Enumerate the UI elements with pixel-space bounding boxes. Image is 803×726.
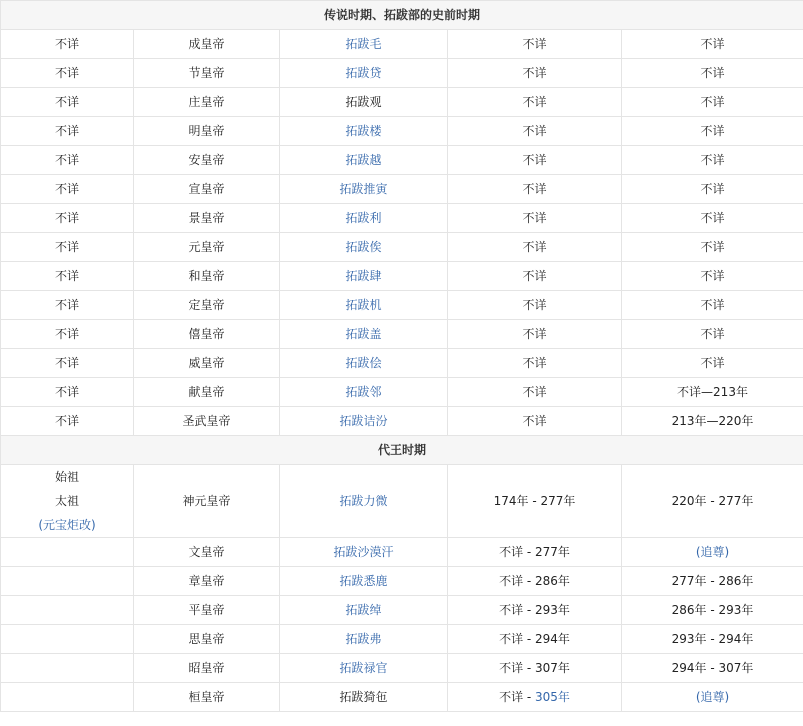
reign-cell: 213年—220年 — [622, 407, 803, 436]
reign-cell: 不详 — [622, 146, 803, 175]
personal-name-cell[interactable] — [280, 378, 448, 407]
personal-name-cell-link[interactable]: 拓跋越 — [345, 153, 382, 167]
lifespan-cell: 不详 — [448, 59, 622, 88]
temple-name-cell: 不详 — [1, 262, 134, 291]
reign-cell: 不详 — [622, 59, 803, 88]
personal-name-cell[interactable] — [280, 262, 448, 291]
personal-name-cell-link[interactable]: 拓跋邻 — [345, 385, 382, 399]
lifespan-cell — [448, 683, 622, 712]
posthumous-name-cell: 献皇帝 — [134, 378, 280, 407]
lifespan-cell: 不详 — [448, 30, 622, 59]
temple-name-cell: 不详 — [1, 146, 134, 175]
reign-cell: 不详 — [622, 30, 803, 59]
temple-name-cell — [1, 683, 134, 712]
posthumous-name-cell: 定皇帝 — [134, 291, 280, 320]
posthumous-name-cell: 成皇帝 — [134, 30, 280, 59]
personal-name-cell[interactable] — [280, 567, 448, 596]
personal-name-cell[interactable] — [280, 146, 448, 175]
personal-name-cell-link[interactable]: 拓跋俟 — [345, 240, 382, 254]
personal-name-cell[interactable] — [280, 204, 448, 233]
table-row — [1, 625, 803, 654]
personal-name-cell-link[interactable]: 拓跋机 — [345, 298, 382, 312]
posthumous-name-cell: 章皇帝 — [134, 567, 280, 596]
table-row — [1, 538, 803, 567]
reign-cell: 不详 — [622, 175, 803, 204]
table-row — [1, 465, 803, 538]
lifespan-cell: 不详 — [448, 175, 622, 204]
viewport-cutoff — [0, 716, 803, 726]
lifespan-cell: 不详 — [448, 204, 622, 233]
lifespan-cell: 不详 — [448, 262, 622, 291]
lifespan-cell: 174年 - 277年 — [448, 465, 622, 538]
reign-cell: 不详 — [622, 88, 803, 117]
personal-name-cell: 拓跋观 — [280, 88, 448, 117]
temple-name-cell — [1, 538, 134, 567]
reign-cell: 294年 - 307年 — [622, 654, 803, 683]
emperors-table-body — [1, 1, 803, 712]
table-row — [1, 407, 803, 436]
reign-cell-link[interactable]: (追尊) — [695, 545, 730, 559]
table-row — [1, 596, 803, 625]
posthumous-name-cell: 僖皇帝 — [134, 320, 280, 349]
posthumous-name-cell: 威皇帝 — [134, 349, 280, 378]
temple-name-cell: 不详 — [1, 30, 134, 59]
lifespan-cell: 不详 — [448, 233, 622, 262]
personal-name-cell-link[interactable]: 拓跋利 — [345, 211, 382, 225]
table-row — [1, 59, 803, 88]
table-row — [1, 567, 803, 596]
section-title-dai: 代王时期 — [1, 436, 803, 465]
reign-cell: 不详 — [622, 233, 803, 262]
personal-name-cell[interactable] — [280, 407, 448, 436]
table-row — [1, 683, 803, 712]
posthumous-name-cell: 文皇帝 — [134, 538, 280, 567]
personal-name-cell[interactable] — [280, 117, 448, 146]
lifespan-year-link[interactable]: 305年 — [535, 690, 570, 704]
table-row — [1, 654, 803, 683]
temple-name-cell: 不详 — [1, 59, 134, 88]
personal-name-cell[interactable] — [280, 291, 448, 320]
temple-name-cell — [1, 567, 134, 596]
temple-name-line: 始祖 — [54, 470, 79, 484]
temple-name-cell: 不详 — [1, 88, 134, 117]
reign-cell: 220年 - 277年 — [622, 465, 803, 538]
lifespan-cell: 不详 — [448, 88, 622, 117]
posthumous-name-cell: 安皇帝 — [134, 146, 280, 175]
reign-cell: 不详 — [622, 320, 803, 349]
posthumous-name-cell: 圣武皇帝 — [134, 407, 280, 436]
posthumous-name-cell: 平皇帝 — [134, 596, 280, 625]
lifespan-cell: 不详 - 286年 — [448, 567, 622, 596]
personal-name-cell-link[interactable]: 拓跋肆 — [345, 269, 382, 283]
lifespan-cell: 不详 — [448, 320, 622, 349]
temple-name-cell: 不详 — [1, 291, 134, 320]
table-row — [1, 88, 803, 117]
lifespan-prefix: 不详 - — [499, 690, 536, 704]
personal-name-cell-link[interactable]: 拓跋盖 — [345, 327, 382, 341]
table-row — [1, 117, 803, 146]
table-row — [1, 349, 803, 378]
temple-note — [5, 513, 129, 537]
reign-cell[interactable] — [622, 538, 803, 567]
temple-name-cell: 不详 — [1, 175, 134, 204]
personal-name-cell-link[interactable]: 拓跋诘汾 — [339, 414, 388, 428]
temple-name-cell: 不详 — [1, 378, 134, 407]
posthumous-name-cell: 思皇帝 — [134, 625, 280, 654]
lifespan-cell: 不详 - 307年 — [448, 654, 622, 683]
posthumous-name-cell: 宣皇帝 — [134, 175, 280, 204]
lifespan-cell: 不详 — [448, 407, 622, 436]
lifespan-cell: 不详 - 293年 — [448, 596, 622, 625]
personal-name-cell-link[interactable]: 拓跋推寅 — [339, 182, 388, 196]
section-header-dai — [1, 436, 803, 465]
personal-name-cell-link[interactable]: 拓跋禄官 — [339, 661, 388, 675]
posthumous-name-cell: 桓皇帝 — [134, 683, 280, 712]
table-row — [1, 378, 803, 407]
personal-name-cell-link[interactable]: 拓跋侩 — [345, 356, 382, 370]
reign-cell: 277年 - 286年 — [622, 567, 803, 596]
temple-name-cell: 不详 — [1, 117, 134, 146]
temple-name-cell: 不详 — [1, 204, 134, 233]
temple-name-cell: 不详 — [1, 233, 134, 262]
posthumous-name-cell: 元皇帝 — [134, 233, 280, 262]
personal-name-cell: 拓跋猗㐌 — [280, 683, 448, 712]
personal-name-cell-link[interactable]: 拓跋毛 — [345, 37, 382, 51]
table-row — [1, 291, 803, 320]
table-row — [1, 30, 803, 59]
personal-name-cell[interactable] — [280, 320, 448, 349]
table-row — [1, 146, 803, 175]
temple-name-cell: 不详 — [1, 320, 134, 349]
temple-name-cell — [1, 625, 134, 654]
posthumous-name-cell: 节皇帝 — [134, 59, 280, 88]
lifespan-cell: 不详 — [448, 291, 622, 320]
table-row — [1, 320, 803, 349]
temple-name-cell — [1, 654, 134, 683]
personal-name-cell[interactable] — [280, 175, 448, 204]
reign-cell[interactable] — [622, 683, 803, 712]
reign-cell: 286年 - 293年 — [622, 596, 803, 625]
posthumous-name-cell: 庄皇帝 — [134, 88, 280, 117]
posthumous-name-cell: 神元皇帝 — [134, 465, 280, 538]
personal-name-cell-link[interactable]: 拓跋绰 — [345, 603, 382, 617]
personal-name-cell[interactable] — [280, 465, 448, 538]
reign-cell: 不详 — [622, 349, 803, 378]
reign-cell-link[interactable]: (追尊) — [695, 690, 730, 704]
table-row — [1, 204, 803, 233]
personal-name-cell[interactable] — [280, 625, 448, 654]
lifespan-cell: 不详 - 277年 — [448, 538, 622, 567]
personal-name-cell[interactable] — [280, 30, 448, 59]
temple-name-line: 太祖 — [54, 494, 79, 508]
personal-name-cell[interactable] — [280, 654, 448, 683]
temple-name-cell — [1, 465, 134, 538]
table-row — [1, 233, 803, 262]
personal-name-cell-link[interactable]: 拓跋悉鹿 — [339, 574, 388, 588]
reign-cell: 不详 — [622, 291, 803, 320]
personal-name-cell-link[interactable]: 拓跋楼 — [345, 124, 382, 138]
reign-cell: 293年 - 294年 — [622, 625, 803, 654]
personal-name-cell[interactable] — [280, 349, 448, 378]
lifespan-cell: 不详 — [448, 117, 622, 146]
reign-cell: 不详 — [622, 262, 803, 291]
temple-name-cell — [1, 596, 134, 625]
personal-name-cell[interactable] — [280, 59, 448, 88]
reign-cell: 不详 — [622, 204, 803, 233]
posthumous-name-cell: 景皇帝 — [134, 204, 280, 233]
table-row — [1, 262, 803, 291]
personal-name-cell[interactable] — [280, 596, 448, 625]
posthumous-name-cell: 和皇帝 — [134, 262, 280, 291]
table-row — [1, 175, 803, 204]
lifespan-cell: 不详 - 294年 — [448, 625, 622, 654]
section-title-prehistory: 传说时期、拓跋部的史前时期 — [1, 1, 803, 30]
temple-name-cell: 不详 — [1, 349, 134, 378]
posthumous-name-cell: 明皇帝 — [134, 117, 280, 146]
reign-cell: 不详 — [622, 117, 803, 146]
temple-name-cell: 不详 — [1, 407, 134, 436]
personal-name-cell[interactable] — [280, 538, 448, 567]
personal-name-cell-link[interactable]: 拓跋沙漠汗 — [333, 545, 394, 559]
personal-name-cell[interactable] — [280, 233, 448, 262]
personal-name-cell-link[interactable]: 拓跋弗 — [345, 632, 382, 646]
reign-cell: 不详—213年 — [622, 378, 803, 407]
personal-name-cell-link[interactable]: 拓跋贷 — [345, 66, 382, 80]
section-header-prehistory — [1, 1, 803, 30]
lifespan-cell: 不详 — [448, 349, 622, 378]
temple-note-link[interactable]: (元宝炬改) — [38, 518, 96, 532]
lifespan-cell: 不详 — [448, 378, 622, 407]
posthumous-name-cell: 昭皇帝 — [134, 654, 280, 683]
personal-name-cell-link[interactable]: 拓跋力微 — [339, 494, 388, 508]
lifespan-cell: 不详 — [448, 146, 622, 175]
